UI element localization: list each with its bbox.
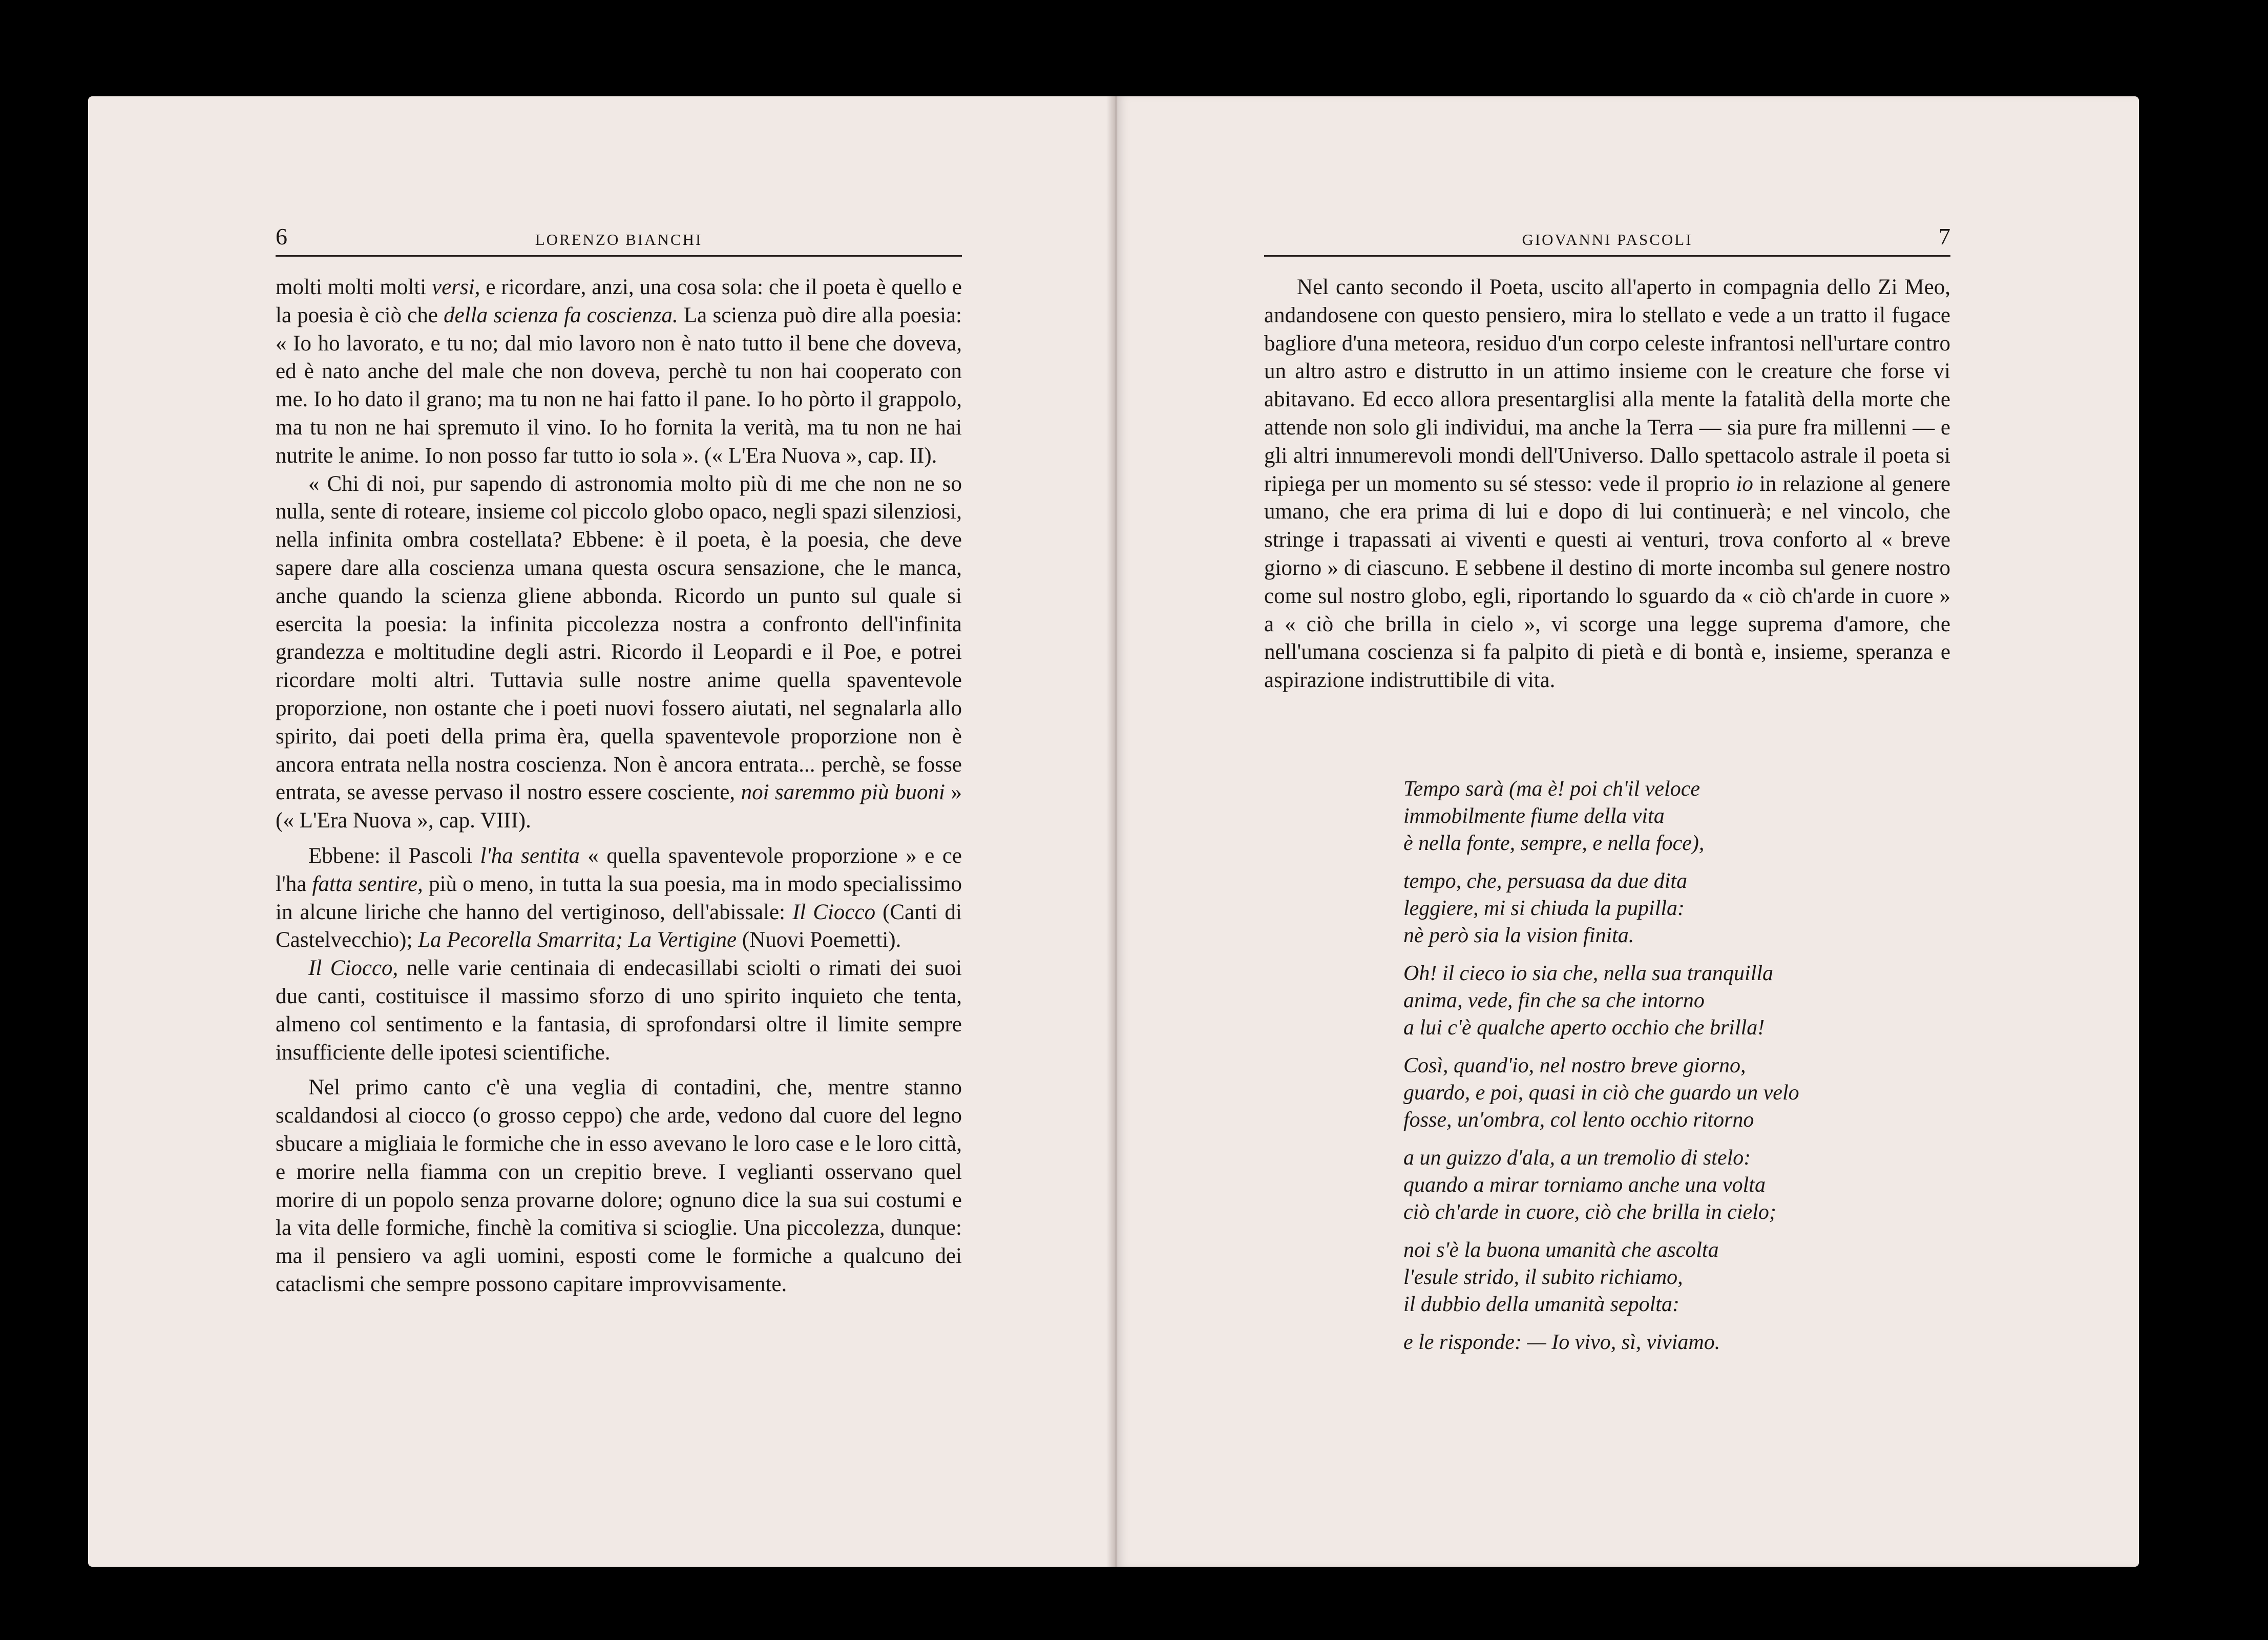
italic-text: noi saremmo più buoni: [741, 780, 945, 805]
italic-text: della scienza fa coscienza.: [444, 303, 678, 327]
italic-text: versi,: [432, 275, 480, 299]
text-run: più o meno, in tutta la sua poesia, ma in modo specialissimo in alcune liriche che hanno del vertiginoso, dell'abissale:: [276, 871, 962, 924]
poem-line: Oh! il cieco io sia che, nella sua tranquilla: [1403, 962, 1774, 985]
poem-line: nè però sia la vision finita.: [1403, 924, 1634, 947]
italic-text: La Pecorella Smarrita;: [418, 928, 623, 952]
left-running-head: LORENZO BIANCHI: [535, 231, 703, 248]
text-run: (Canti di Castelvecchio);: [276, 900, 962, 952]
poem-line: guardo, e poi, quasi in ciò che guardo un velo: [1403, 1081, 1799, 1105]
poem-stanza: [1403, 1237, 1967, 1318]
poem-line: a un guizzo d'ala, a un tremolio di stelo:: [1403, 1146, 1751, 1170]
poem-line: a lui c'è qualche aperto occhio che brilla!: [1403, 1016, 1765, 1040]
poem-line: leggiere, mi si chiuda la pupilla:: [1403, 897, 1685, 920]
poem-line: quando a mirar torniamo anche una volta: [1403, 1173, 1766, 1197]
poem-line: noi s'è la buona umanità che ascolta: [1403, 1238, 1719, 1262]
text-run: [623, 928, 628, 952]
text-run: Nel canto secondo il Poeta, uscito all'aperto in compagnia dello Zi Meo, andandosene con questo pensiero, mira lo stellato e vede a un tratto il fugace bagliore d'una meteora, residuo d'un corpo celeste infrantosi nell'urtare contro un altro astro e distrutto in un attimo insieme con le creature che forse vi abitavano. Ed ecco allora presentarglisi alla mente la fatalità della morte che attende non solo gli individui, ma anche la Terra — sia pure fra millenni — e gli altri innumerevoli mondi dell'Universo. Dallo spettacolo astrale il poeta si ripiega per un momento su sé stesso: vede il proprio: [1264, 275, 1950, 496]
text-run: nelle varie centinaia di endecasillabi sciolti o rimati dei suoi due canti, costituisce il massimo sforzo di uno spirito inquieto che tenta, almeno col sentimento e la fantasia, di sprofondarsi oltre il limite sempre insufficiente delle ipotesi scientifiche.: [276, 956, 962, 1065]
poem-stanza: [1403, 960, 1967, 1042]
italic-text: fatta sentire,: [312, 871, 423, 896]
poem-line: tempo, che, persuasa da due dita: [1403, 869, 1688, 893]
right-running-head: GIOVANNI PASCOLI: [1522, 231, 1693, 248]
poem-stanza: [1403, 1329, 1967, 1356]
paragraph: [1264, 274, 1950, 695]
text-run: « Chi di noi, pur sapendo di astronomia molto più di me che non ne so nulla, sente di roteare, insieme col piccolo globo opaco, negli spazi silenziosi, nella infinita ombra costellata? Ebbene: è il poeta, è la poesia, che deve sapere dare alla coscienza umana questa oscura sensazione, che le manca, anche quando la scienza gliene abbonda. Ricordo un punto sul quale si esercita la poesia: la infinita piccolezza nostra a confronto dell'infinita grandezza e moltitudine degli astri. Ricordo il Leopardi e il Poe, e potrei ricordare molti altri. Tuttavia sulle nostre anime quella spaventevole proporzione, non ostante che i poeti nuovi fossero aiutati, nel segnalarla allo spirito, dai poeti della prima èra, quella spaventevole proporzione non è ancora entrata nella nostra coscienza. Non è ancora entrata... perchè, se fosse entrata, se avesse pervaso il nostro essere cosciente,: [276, 471, 962, 805]
poem-line: fosse, un'ombra, col lento occhio ritorno: [1403, 1108, 1754, 1132]
poem-line: immobilmente fiume della vita: [1403, 804, 1665, 828]
paragraph: [276, 842, 962, 954]
poem-stanza: [1403, 1052, 1967, 1134]
poem-line: anima, vede, fin che sa che intorno: [1403, 989, 1705, 1012]
italic-text: io: [1736, 471, 1753, 496]
right-page-body: [1264, 274, 1950, 695]
poem-quotation: [1403, 776, 1967, 1367]
text-run: molti molti molti: [276, 275, 432, 299]
book-gutter: [1106, 96, 1127, 1567]
right-page-header: [1264, 224, 1950, 257]
poem-line: è nella fonte, sempre, e nella foce),: [1403, 832, 1705, 855]
text-run: e ricordare, anzi, una cosa sola: che il poeta è quello e la poesia è ciò che: [276, 275, 962, 327]
poem-line: l'esule strido, il subito richiamo,: [1403, 1265, 1683, 1289]
italic-text: Il Ciocco,: [308, 956, 398, 981]
poem-line: il dubbio della umanità sepolta:: [1403, 1293, 1679, 1316]
text-run: » (« L'Era Nuova », cap. VIII).: [276, 780, 962, 833]
poem-line: ciò ch'arde in cuore, ciò che brilla in cielo;: [1403, 1200, 1776, 1224]
poem-stanza: [1403, 776, 1967, 857]
text-run: « quella spaventevole proporzione » e ce l'ha: [276, 843, 962, 896]
paragraph: [276, 274, 962, 470]
poem-line: e le risponde: — Io vivo, sì, viviamo.: [1403, 1331, 1720, 1354]
left-page-number: 6: [276, 223, 287, 250]
italic-text: l'ha sentita: [480, 843, 580, 868]
italic-text: Il Ciocco: [792, 900, 876, 924]
poem-stanza: [1403, 1145, 1967, 1226]
text-run: Nel primo canto c'è una veglia di contadini, che, mentre stanno scaldandosi al ciocco (o grosso ceppo) che arde, vedono dal cuore del legno sbucare a migliaia le formiche che in esso avevano le loro case e le loro città, e morire nella fiamma con un crepitio breve. I veglianti osservano quel morire di un popolo senza provarne dolore; ognuno dice la sua sui costumi e la vita delle formiche, finchè la comitiva si scioglie. Una piccolezza, dunque: ma il pensiero va agli uomini, esposti come le formiche a qualcuno dei cataclismi che sempre possono capitare improvvisamente.: [276, 1075, 962, 1296]
left-page-header: [276, 224, 962, 257]
italic-text: La Vertigine: [628, 928, 737, 952]
poem-line: Così, quand'io, nel nostro breve giorno,: [1403, 1054, 1746, 1077]
paragraph: [276, 954, 962, 1067]
text-run: (Nuovi Poemetti).: [737, 928, 901, 952]
paragraph: [276, 470, 962, 835]
text-run: Ebbene: il Pascoli: [308, 843, 480, 868]
poem-stanza: [1403, 868, 1967, 949]
right-page-number: 7: [1939, 223, 1950, 250]
text-run: La scienza può dire alla poesia: « Io ho lavorato, e tu no; dal mio lavoro non è nato tutto il bene che doveva, ed è nato anche del male che non doveva, perchè tu non hai cooperato con me. Io ho dato il grano; ma tu non ne hai fatto il pane. Io ho pòrto il grappolo, ma tu non ne hai spremuto il vino. Io ho fornita la verità, ma tu non ne hai nutrite le anime. Io non posso far tutto io sola ». (« L'Era Nuova », cap. II).: [276, 303, 962, 468]
left-page-body: [276, 274, 962, 1299]
text-run: in relazione al genere umano, che era prima di lui e dopo di lui continuerà; e nel vincolo, che stringe i trapassati ai viventi e questi ai venturi, trova conforto al « breve giorno » di ciascuno. E sebbene il destino di morte incomba sul genere nostro come sul nostro globo, egli, riportando lo sguardo da « ciò ch'arde in cuore » a « ciò che brilla in cielo », vi scorge una legge suprema d'amore, che nell'umana coscienza si fa palpito di pietà e di bontà e, insieme, speranza e aspirazione indistruttibile di vita.: [1264, 471, 1950, 693]
paragraph: [276, 1074, 962, 1298]
poem-line: Tempo sarà (ma è! poi ch'il veloce: [1403, 777, 1700, 801]
